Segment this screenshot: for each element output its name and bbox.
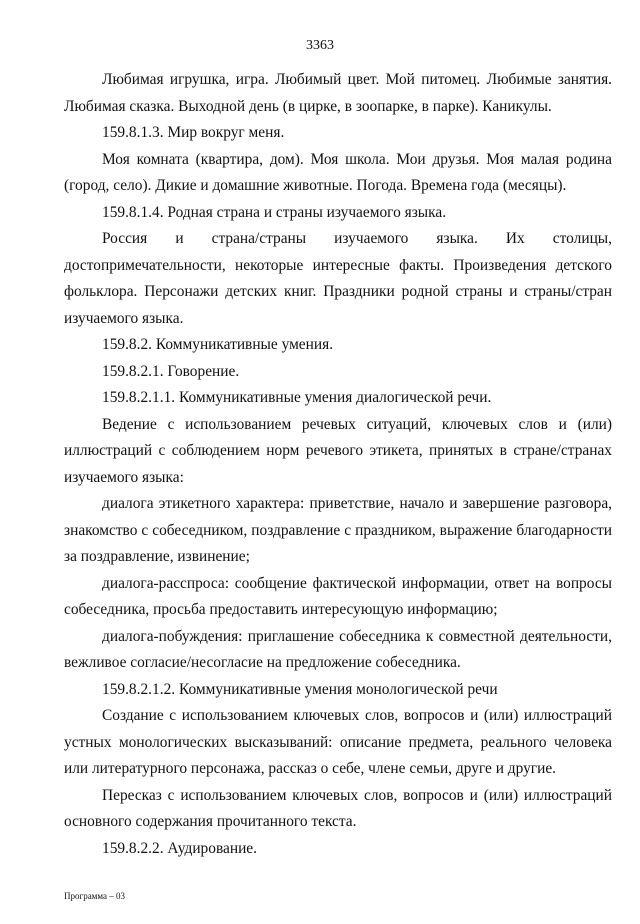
heading-monologue-speech: 159.8.2.1.2. Коммуникативные умения монологической речи [102,680,498,698]
heading-listening: 159.8.2.2. Аудирование. [102,839,257,857]
paragraph-motivation-dialogue: диалога-побуждения: приглашение собеседника к совместной деятельности, вежливое согласие/несогласие на предложение собеседника. [64,627,612,671]
paragraph-my-room: Моя комната (квартира, дом). Моя школа. Мои друзья. Моя малая родина (город, село). Дикие и домашние животные. Погода. Времена года (месяцы). [64,150,612,194]
paragraph-etiquette-dialogue: диалога этикетного характера: приветствие, начало и завершение разговора, знакомство с собеседником, поздравление с праздником, выражение благодарности за поздравление, извинение; [64,495,612,565]
paragraph-monologue-creation: Создание с использованием ключевых слов, вопросов и (или) иллюстраций устных монологических высказываний: описание предмета, реального человека или литературного персонажа, рассказ о себе, члене семьи, друге и другие. [64,707,612,777]
paragraph-favorites: Любимая игрушка, игра. Любимый цвет. Мой питомец. Любимые занятия. Любимая сказка. Выходной день (в цирке, в зоопарке, в парке). Каникулы. [64,71,612,115]
page-number: 3363 [306,38,334,53]
heading-speaking: 159.8.2.1. Говорение. [102,362,240,380]
paragraph-inquiry-dialogue: диалога-расспроса: сообщение фактической информации, ответ на вопросы собеседника, просьба предоставить интересующую информацию; [64,574,612,618]
heading-native-country: 159.8.1.4. Родная страна и страны изучаемого языка. [102,203,447,221]
document-body [64,67,612,862]
paragraph-russia: Россия и страна/страны изучаемого языка. Их столицы, достопримечательности, некоторые интересные факты. Произведения детского фольклора. Персонажи детских книг. Праздники родной страны и страны/стран изучаемого языка. [64,230,612,327]
footer-label: Программа – 03 [64,891,126,901]
heading-communicative-skills: 159.8.2. Коммуникативные умения. [102,336,334,353]
paragraph-conducting-dialogue: Ведение с использованием речевых ситуаций, ключевых слов и (или) иллюстраций с соблюдением норм речевого этикета, принятых в стране/странах изучаемого языка: [64,415,612,486]
heading-dialogic-speech: 159.8.2.1.1. Коммуникативные умения диалогической речи. [102,389,492,406]
heading-world-around-me: 159.8.1.3. Мир вокруг меня. [102,124,285,141]
paragraph-retelling: Пересказ с использованием ключевых слов, вопросов и (или) иллюстраций основного содержания прочитанного текста. [64,786,612,830]
